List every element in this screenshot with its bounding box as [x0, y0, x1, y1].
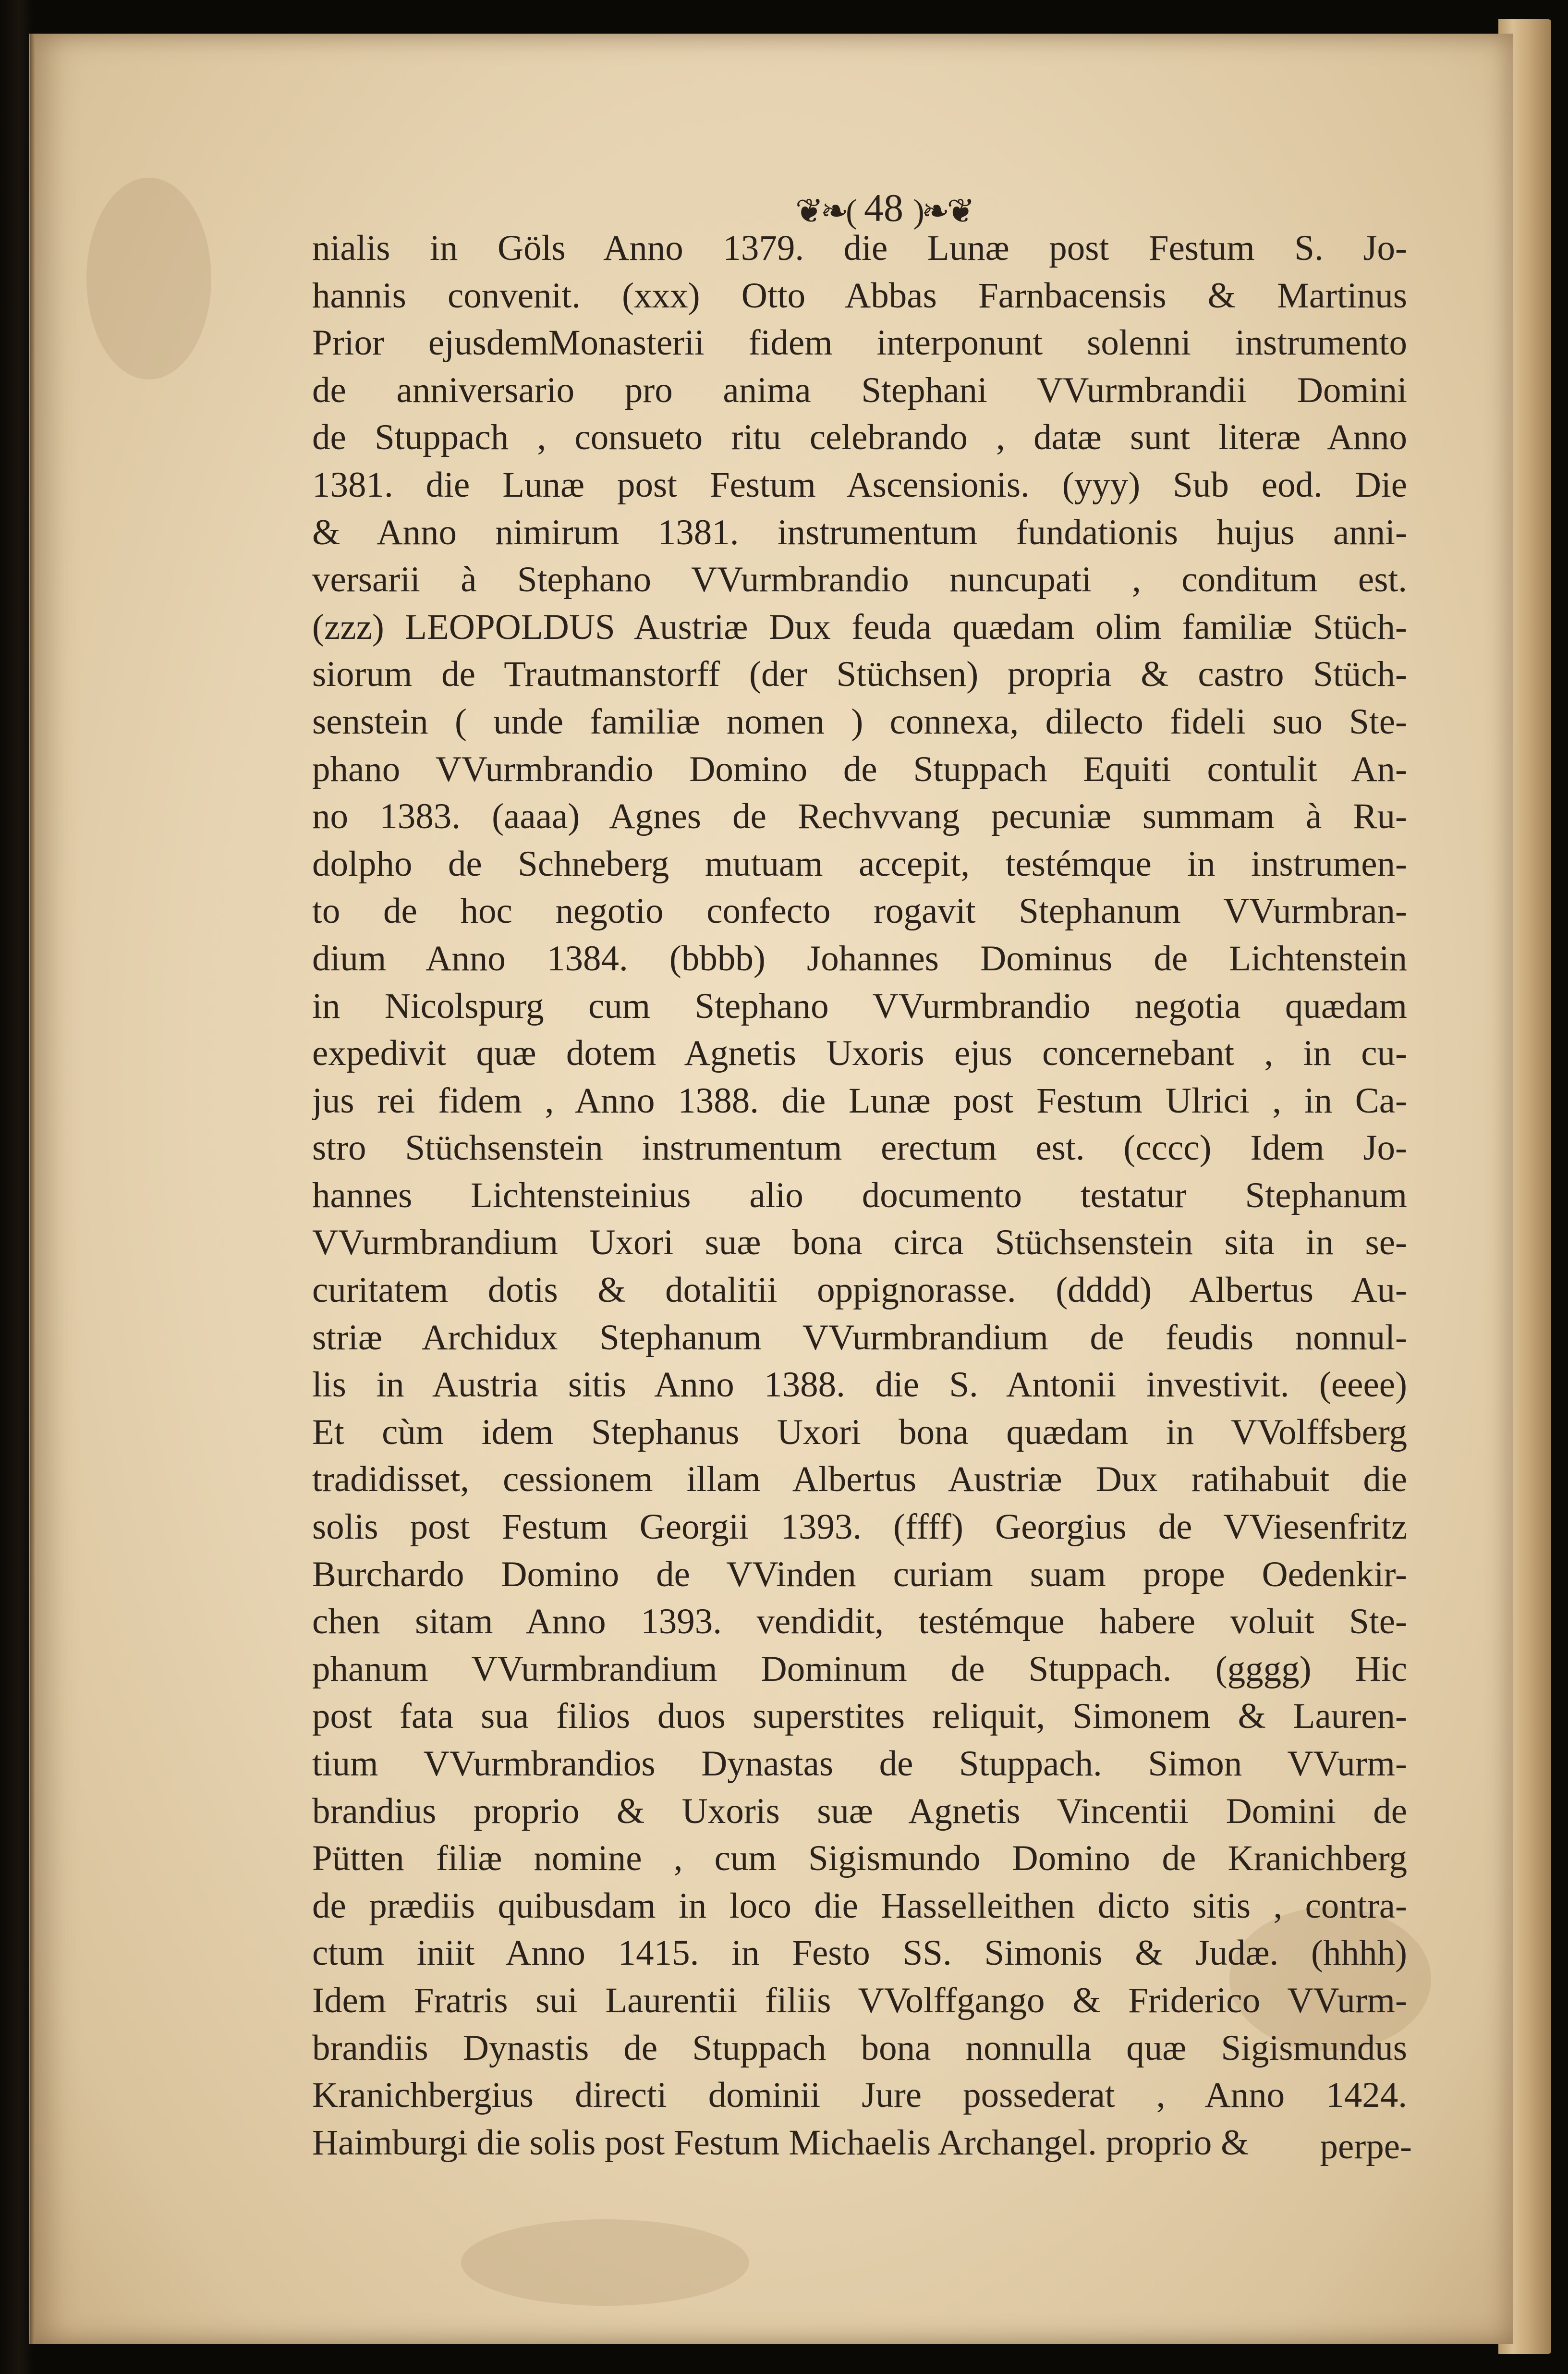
text-line: brandiis Dynastis de Stuppach bona nonnulla quæ Sigismundus — [312, 2028, 1407, 2068]
text-line: hannis convenit. (xxx) Otto Abbas Farnbacensis & Martinus — [312, 275, 1407, 316]
text-line: tradidisset, cessionem illam Albertus Austriæ Dux ratihabuit die — [312, 1459, 1407, 1500]
text-line: Kranichbergius directi dominii Jure possederat , Anno 1424. — [312, 2075, 1407, 2116]
text-line: 1381. die Lunæ post Festum Ascensionis. (yyy) Sub eod. Die — [312, 465, 1407, 505]
text-line: Idem Fratris sui Laurentii filiis VVolffgango & Friderico VVurm- — [312, 1980, 1407, 2020]
text-line: phano VVurmbrandio Domino de Stuppach Equiti contulit An- — [312, 749, 1407, 789]
text-line: striæ Archidux Stephanum VVurmbrandium de feudis nonnul- — [312, 1317, 1407, 1358]
text-line: siorum de Trautmanstorff (der Stüchsen) propria & castro Stüch- — [312, 654, 1407, 695]
text-line: senstein ( unde familiæ nomen ) connexa, dilecto fideli suo Ste- — [312, 701, 1407, 742]
text-line: no 1383. (aaaa) Agnes de Rechvvang pecuniæ summam à Ru- — [312, 796, 1407, 837]
page-number: 48 — [864, 186, 903, 230]
text-line: solis post Festum Georgii 1393. (ffff) Georgius de VViesenfritz — [312, 1507, 1407, 1547]
body-text — [312, 225, 1407, 2166]
text-line: nialis in Göls Anno 1379. die Lunæ post Festum S. Jo- — [312, 228, 1407, 268]
text-line: de Stuppach , consueto ritu celebrando , datæ sunt literæ Anno — [312, 417, 1407, 458]
text-line: ctum iniit Anno 1415. in Festo SS. Simonis & Judæ. (hhhh) — [312, 1933, 1407, 1973]
text-line: & Anno nimirum 1381. instrumentum fundationis hujus anni- — [312, 512, 1407, 552]
text-line: expedivit quæ dotem Agnetis Uxoris ejus concernebant , in cu- — [312, 1033, 1407, 1074]
paper-stain — [86, 178, 211, 379]
page-gutter — [30, 34, 35, 2344]
text-line: (zzz) LEOPOLDUS Austriæ Dux feuda quædam olim familiæ Stüch- — [312, 607, 1407, 647]
text-line: chen sitam Anno 1393. vendidit, testémque habere voluit Ste- — [312, 1602, 1407, 1642]
ornament-right-icon: )❧❦ — [913, 193, 972, 231]
text-line: phanum VVurmbrandium Dominum de Stuppach. (gggg) Hic — [312, 1649, 1407, 1689]
text-line: jus rei fidem , Anno 1388. die Lunæ post Festum Ulrici , in Ca- — [312, 1080, 1407, 1121]
text-line: in Nicolspurg cum Stephano VVurmbrandio negotia quædam — [312, 986, 1407, 1026]
text-line: curitatem dotis & dotalitii oppignorasse. (dddd) Albertus Au- — [312, 1270, 1407, 1310]
text-line: dolpho de Schneberg mutuam accepit, testémque in instrumen- — [312, 844, 1407, 884]
text-line: stro Stüchsenstein instrumentum erectum est. (cccc) Idem Jo- — [312, 1128, 1407, 1168]
text-line: lis in Austria sitis Anno 1388. die S. Antonii investivit. (eeee) — [312, 1365, 1407, 1405]
text-line: Pütten filiæ nomine , cum Sigismundo Domino de Kranichberg — [312, 1838, 1407, 1879]
text-line: Burchardo Domino de VVinden curiam suam prope Oedenkir- — [312, 1554, 1407, 1594]
text-line: hannes Lichtensteinius alio documento testatur Stephanum — [312, 1175, 1407, 1215]
text-line: VVurmbrandium Uxori suæ bona circa Stüchsenstein sita in se- — [312, 1223, 1407, 1263]
text-line: to de hoc negotio confecto rogavit Stephanum VVurmbran- — [312, 891, 1407, 931]
text-line: dium Anno 1384. (bbbb) Johannes Dominus de Lichtenstein — [312, 938, 1407, 979]
catchword: perpe- — [1320, 2127, 1412, 2166]
text-line: brandius proprio & Uxoris suæ Agnetis Vincentii Domini de — [312, 1791, 1407, 1831]
text-line: post fata sua filios duos superstites reliquit, Simonem & Lauren- — [312, 1696, 1407, 1737]
text-line: Haimburgi die solis post Festum Michaelis Archangel. proprio & — [312, 2122, 1249, 2163]
text-line: de prædiis quibusdam in loco die Hasselleithen dicto sitis , contra- — [312, 1885, 1407, 1926]
paper-stain — [461, 2219, 749, 2306]
text-line: tium VVurmbrandios Dynastas de Stuppach. Simon VVurm- — [312, 1744, 1407, 1784]
text-line: versarii à Stephano VVurmbrandio nuncupati , conditum est. — [312, 560, 1407, 600]
ornament-left-icon: ❦❧( — [795, 193, 854, 231]
text-line: Et cùm idem Stephanus Uxori bona quædam in VVolffsberg — [312, 1412, 1407, 1452]
text-line: de anniversario pro anima Stephani VVurmbrandii Domini — [312, 370, 1407, 410]
text-line: Prior ejusdemMonasterii fidem interponunt solenni instrumento — [312, 323, 1407, 363]
